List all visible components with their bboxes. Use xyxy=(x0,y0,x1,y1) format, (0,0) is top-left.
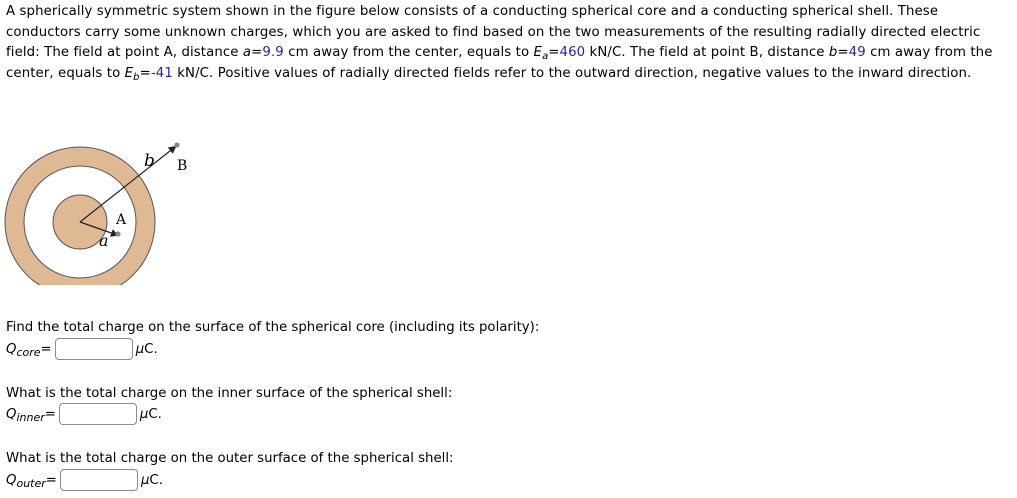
q-symbol: Q xyxy=(6,472,17,488)
q-outer-subscript: outer xyxy=(16,476,46,490)
value-eb: -41 xyxy=(150,65,173,81)
problem-text-3: kN/C. The field at point B, distance xyxy=(585,45,829,61)
value-ea: 460 xyxy=(559,45,586,61)
q-inner-input[interactable] xyxy=(59,403,137,425)
q-core-input[interactable] xyxy=(55,338,133,360)
q-core-subscript: core xyxy=(16,345,41,359)
q-equals: = xyxy=(44,406,56,422)
var-ea-subscript: a xyxy=(542,51,549,63)
q-symbol: Q xyxy=(6,341,17,357)
value-a: 9.9 xyxy=(262,45,284,61)
unit-outer: μC. xyxy=(140,472,163,488)
q-equals: = xyxy=(45,472,57,488)
q-outer-label xyxy=(6,473,46,488)
equals-sign: = xyxy=(837,45,849,61)
var-ea: E xyxy=(533,45,543,61)
q-core-label xyxy=(6,342,41,357)
var-a: a xyxy=(242,45,252,61)
answer-row-core xyxy=(6,336,158,362)
question-outer: What is the total charge on the outer surface of the spherical shell: xyxy=(6,451,454,466)
point-a-dot xyxy=(115,231,120,236)
problem-text-4: cm away from the center, equals to xyxy=(6,45,993,81)
question-inner: What is the total charge on the inner surface of the spherical shell: xyxy=(6,386,453,401)
answer-row-inner xyxy=(6,401,162,427)
var-eb-subscript: b xyxy=(133,71,140,83)
label-A: A xyxy=(116,212,127,228)
label-b: b xyxy=(144,151,155,171)
label-B: B xyxy=(177,158,188,174)
label-a: a xyxy=(99,231,109,250)
unit-core: μC. xyxy=(135,341,158,357)
question-core: Find the total charge on the surface of the spherical core (including its polarity): xyxy=(6,320,540,335)
q-outer-input[interactable] xyxy=(60,469,138,491)
point-b-dot xyxy=(174,142,179,147)
q-inner-subscript: inner xyxy=(16,410,45,424)
var-b: b xyxy=(828,45,838,61)
problem-text-1: A spherically symmetric system shown in the figure below consists of a conducting spherical core and a conducting spherical shell. These conductors carry some unknown charges, which you are asked to find based on the two measurements of the resulting radially directed electric field: The field at point A, distance xyxy=(6,4,981,61)
q-inner-label xyxy=(6,407,45,422)
value-b: 49 xyxy=(848,45,866,61)
var-eb: E xyxy=(124,65,134,81)
equals-sign: = xyxy=(251,45,263,61)
problem-statement xyxy=(6,2,1014,84)
problem-text-5: kN/C. Positive values of radially directed fields refer to the outward direction, negative values to the inward direction. xyxy=(172,65,972,81)
unit-inner: μC. xyxy=(139,406,162,422)
sphere-figure xyxy=(0,135,210,285)
q-equals: = xyxy=(40,341,52,357)
answer-row-outer xyxy=(6,467,163,493)
equals-sign: = xyxy=(548,45,560,61)
problem-text-2: cm away from the center, equals to xyxy=(283,45,534,61)
q-symbol: Q xyxy=(6,406,17,422)
equals-sign: = xyxy=(139,65,151,81)
